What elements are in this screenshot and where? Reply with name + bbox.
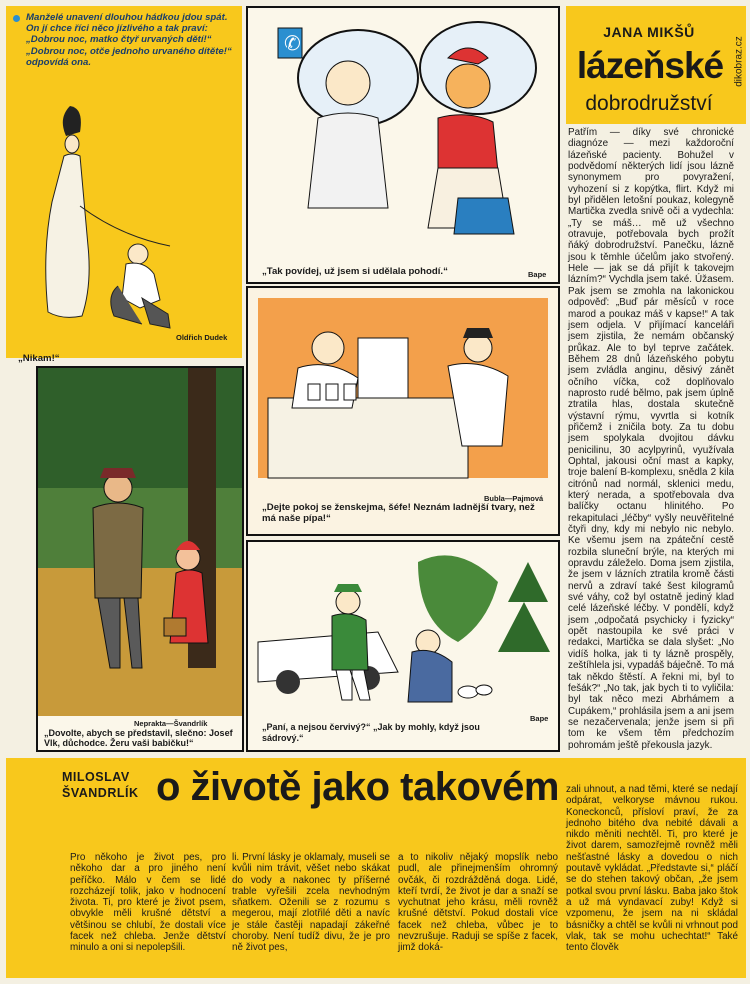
article-bottom-col-3: a to nikoliv nějaký mopslík nebo pudl, ale přinejmenším ohromný ovčák, či rozdrážděná doga. Lidé, kteří tvrdí, že život je dar a snaží se vychutnat jeho krásu, měli rovněž krušné dětství. Pokud dostali více facek než chleba, vůbec je to nevzrušuje. Raduji se spíše z facek, jimž doká- [398, 852, 558, 954]
svg-text:✆: ✆ [284, 31, 301, 55]
phone-booths-illustration [248, 8, 558, 248]
caption-phone: „Tak povídej, už jsem si udělala pohodí.“ [262, 266, 448, 277]
caption-nikam: „Nikam!“ [18, 353, 60, 364]
cartoon-nikam [6, 86, 242, 364]
article-right-header [566, 6, 732, 124]
article-bottom-author-2: ŠVANDRLÍK [62, 786, 139, 800]
article-bottom-author-1: MILOSLAV [62, 770, 130, 784]
joke-text: Manželé unavení dlouhou hádkou jdou spát. On jí chce říci něco jízlivého a tak praví: „Dobrou noc, matko čtyř urvaných dětí!“ „Dobrou noc, otče jednoho urvaného dítěte!“ odpovídá ona. [26, 12, 232, 68]
site-mark-strip [732, 6, 746, 124]
joke-box [6, 6, 242, 86]
bar-illustration [248, 288, 558, 488]
article-right-title-2: dobrodružství [585, 92, 713, 115]
cartoon-wolf [36, 366, 244, 752]
article-bottom-col-2: li. První lásky je oklamaly, museli se kvůli nim trávit, věšet nebo skákat do vody a nakonec ty příšerné trable vyřešili zcela nevhodným sňatkem. Oženili se z rozumu s megerou, mají zlotřilé děti a navíc je stále častěji napadají zákeřné choroby. Není tudíž divu, že je pro ně život pes, [232, 852, 390, 954]
credit-dudek: Oldřich Dudek [176, 333, 228, 342]
article-right-author: JANA MIKŠŮ [603, 24, 695, 40]
credit-bubla: Bubla—Pajmová [484, 494, 544, 503]
article-right-title-1: lázeňské [576, 45, 724, 86]
cartoon-mushrooms [246, 540, 560, 752]
credit-bape-1: Bape [528, 270, 547, 279]
cartoon-bar [246, 286, 560, 536]
credit-neprakta: Neprakta—Švandrlík [134, 719, 208, 728]
article-bottom-col-4: zali uhnout, a nad těmi, které se nedají odpárat, velkoryse mávnou rukou. Koneckonců, přísloví praví, že za jednoho bitého dva nebité dávali a nikdo měniti nechtěl. Ti, pro které je život darem, samozřejmě rovněž měli nešťastné lásky a dovedou o nich poutavě vykládat. „Představte si,“ pláčí se do stehen takový občan, „že jsem potkal svou první lásku. Baba jako štok a už má vyndavací zuby! Když si vzpomenu, že jsem na ni skládal básničky a chtěl se kvůli ni vrhnout pod vlak, tak se mohu uchechtat!“ Také tento člověk [566, 784, 738, 954]
article-bottom-title: o životě jako takovém [156, 765, 559, 809]
mushroom-picking-illustration [248, 542, 558, 716]
credit-bape-2: Bape [530, 714, 549, 723]
article-bottom-col-1: Pro někoho je život pes, pro někoho dar a pro jiného není peříčko. Málo v čem se lidé rozcházejí tolik, jako v hodnocení života. Ti, pro které je život psem, obvykle měli krušné dětství a většinou se chlubí, že dostali více facek než chleba. Jenže dětství minulo a oni si nepolepšili. [70, 852, 226, 954]
bullet-icon [13, 15, 20, 22]
article-right-body: Patřím — díky své chronické diagnóze — mezi každoroční lázeňské pacienty. Bohužel v podvědomí některých lidí jsou lázně synonymem pro povyražení, vyhození si z kopýtka, flirt. Když mi byl přidělen letošní poukaz, kolegyně Martička zvedla snivě oči a vydechla: „Ty se máš… mě už všechno otravuje, potřebovala bych prožít ňáký dobrodružství. Panečku, lázně jsou k těmhle účelům jako stvořený. Hele — jak se dá přijít k takovejm lázním?“ Vychdla jsem také. Úžasem. Pak jsem se zmohla na lakonickou odpověď: „Buď pár měsíců v roce marod a poukaz máš v kapse!“ A tak jsem odjela. V přijímací kanceláři jsem zjistila, že nemám občanský průkaz. Ale to byl teprve začátek. Během 28 dnů lázeňského pobytu jsem zvládla anginu, děsivý zánět očního víčka, což doplňovalo naprosto rudé bělmo, pak jsem úplně ztratila hlas, dostala skutečně výstavní rýmu, vyvrtla si kotník přičemž i zničila boty. Za tu dobu jsem spolykala dvojitou dávku penicilinu, 30 acylpyrinů, využívala Ophtal, jakousi oční mast a kapky, troje balení B-komplexu, snědla 2 kila citrónů nad normál, sklenici medu, který nerada, a spotřebovala dva balíčky octanu hlinitého. Po rekapitulaci „léčby“ vyšly neuvěřitelné čtyři dny, kdy mi nebylo nic nebylo. Ke všemu jsem na zpáteční cestě rozbila sluneční brýle, na kterých mi opravdu záleželo. Doma jsem zjistila, že jsem v lázních ztratila kromě části nervů a zdraví také šest kilogramů své váhy, což byl ostatně jediný klad celé lázeňské léčby. V pondělí, když jsem „odpočatá psychicky i fyzicky“ opět nastoupila ke své práci v redakci, Martička se dala slyšet: „No vidíš holka, jak ti ty lázně prospěly, zeštíhlela jsi, vypadáš báječně. To má tak někdo štěstí. A řekni mi, byl to fešák?“ „No tak, jak bych ti to vyličila: byl tak něco mezi Abrhámem a Cupákem,“ prohlásila jsem a ani jsem se nezačervenala; jenže jsem si při tom ke všem těm předchozím pohromám ještě překousla jazyk. [568, 127, 734, 750]
caption-mushrooms: „Paní, a nejsou červivý?“ „Jak by mohly, když jsou sádrový.“ [262, 722, 480, 743]
woman-and-man-illustration [6, 86, 242, 358]
caption-wolf: „Dovolte, abych se představil, slečno: Josef Vlk, důchodce. Žeru vaši babičku!“ [44, 728, 233, 748]
site-mark: dikobraz.cz [733, 36, 745, 87]
forest-wolf-illustration [38, 368, 242, 716]
cartoon-phone [246, 6, 560, 284]
article-bottom [6, 758, 746, 978]
caption-bar: „Dejte pokoj se ženskejma, šéfe! Neznám ladnější tvary, než má naše pípa!“ [262, 502, 535, 524]
